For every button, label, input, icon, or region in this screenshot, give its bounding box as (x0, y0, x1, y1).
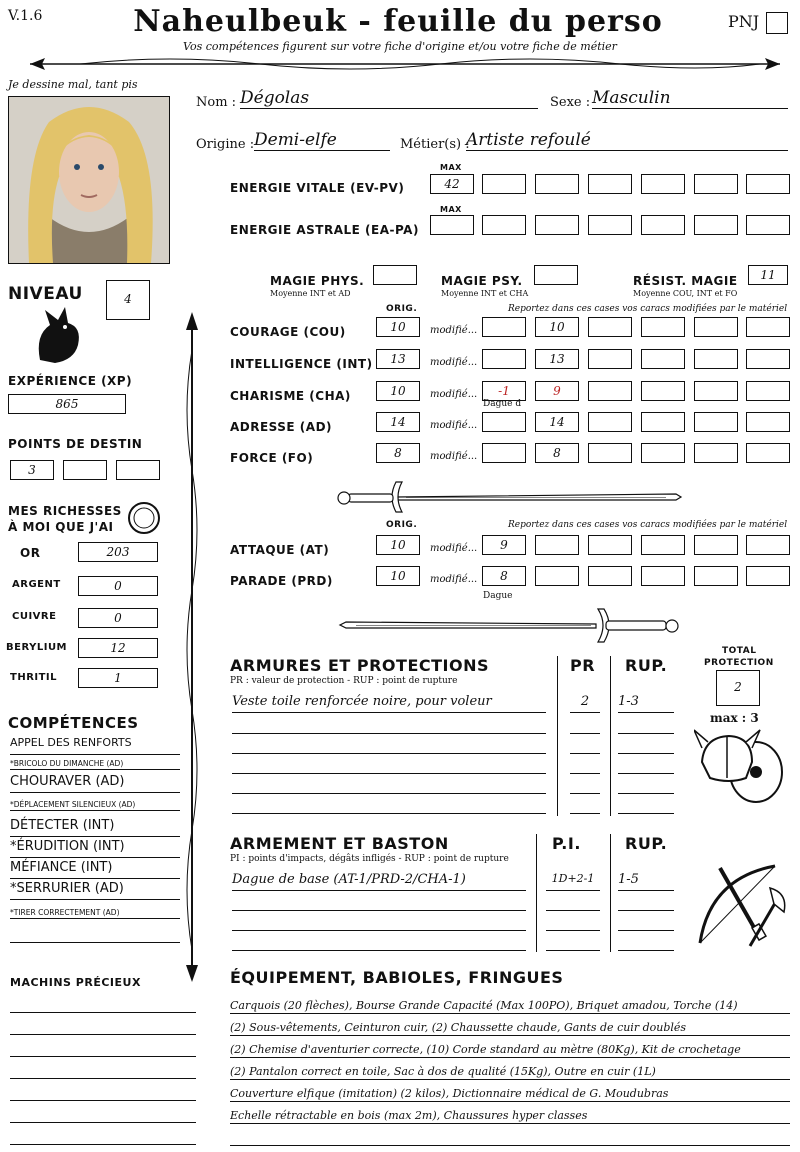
skill-item: *BRICOLO DU DIMANCHE (AD) (10, 756, 180, 770)
armor-item-name[interactable]: Veste toile renforcée noire, pour voleur (232, 694, 546, 713)
ev-box[interactable] (535, 174, 579, 194)
ea-box[interactable] (641, 215, 685, 235)
stat-label-fo: FORCE (FO) (230, 451, 314, 465)
combat-orig-label: ORIG. (386, 520, 418, 530)
resist-magic-box[interactable] (748, 265, 788, 285)
armor-item-pr[interactable]: 2 (570, 694, 600, 713)
total-protection-box[interactable] (716, 670, 760, 706)
stat-mod2-value: 13 (549, 352, 565, 366)
attack-orig-value: 10 (390, 538, 406, 552)
equipment-line[interactable]: (2) Sous-vêtements, Ceinturon cuir, (2) Chaussette chaude, Gants de cuir doublés (230, 1016, 790, 1036)
dragon-icon (30, 305, 85, 365)
page-subtitle: Vos compétences figurent sur votre fiche d'origine et/ou votre fiche de métier (183, 40, 617, 53)
stat-mod2-cou[interactable] (535, 317, 579, 337)
stat-box[interactable] (694, 381, 738, 401)
stat-mod2-ad[interactable] (535, 412, 579, 432)
parry-box[interactable] (694, 566, 738, 586)
stat-box[interactable] (641, 317, 685, 337)
weapon-line (546, 930, 600, 931)
ea-box[interactable] (588, 215, 632, 235)
ev-box[interactable] (641, 174, 685, 194)
stat-mod2-value: 9 (553, 384, 561, 398)
wealth-label-1: MES RICHESSES (8, 504, 122, 518)
stat-box[interactable] (746, 443, 790, 463)
stat-label-cou: COURAGE (COU) (230, 325, 346, 339)
parry-box[interactable] (535, 566, 579, 586)
stat-mod2-value: 10 (549, 320, 565, 334)
ev-max-label: MAX (440, 163, 462, 172)
attack-label: ATTAQUE (AT) (230, 543, 330, 557)
stat-orig-cha[interactable] (376, 381, 420, 401)
stat-modifie-label: modifié... (430, 420, 478, 431)
skill-item: CHOURAVER (AD) (10, 774, 180, 793)
weapon-item-pi[interactable]: 1D+2-1 (546, 872, 600, 891)
weapon-line (232, 910, 526, 911)
stat-box[interactable] (746, 349, 790, 369)
stat-orig-value: 10 (390, 384, 406, 398)
parry-box[interactable] (588, 566, 632, 586)
equipment-line[interactable]: Echelle rétractable en bois (max 2m), Chaussures hyper classes (230, 1104, 790, 1124)
stat-orig-value: 14 (390, 415, 406, 429)
equipment-line[interactable] (230, 1126, 790, 1146)
portrait-caption: Je dessine mal, tant pis (8, 78, 138, 91)
gold-value: 203 (106, 545, 130, 559)
skill-item: *SERRURIER (AD) (10, 881, 180, 900)
combat-dague-note: Dague (483, 591, 513, 601)
magic-phys-box[interactable] (373, 265, 417, 285)
stat-box[interactable] (746, 381, 790, 401)
armor-subtitle: PR : valeur de protection - RUP : point de rupture (230, 676, 458, 686)
level-value: 4 (124, 292, 132, 306)
attack-orig-box[interactable] (376, 535, 420, 555)
weapons-col-divider (610, 834, 611, 952)
stat-box[interactable] (588, 349, 632, 369)
stat-modifie-label: modifié... (430, 451, 478, 462)
ea-box[interactable] (746, 215, 790, 235)
stat-box[interactable] (641, 349, 685, 369)
ea-box[interactable] (482, 215, 526, 235)
stat-modifie-label: modifié... (430, 389, 478, 400)
xp-value: 865 (55, 397, 79, 411)
name-value[interactable]: Dégolas (240, 88, 538, 109)
equipment-line[interactable]: (2) Pantalon correct en toile, Sac à dos de qualité (15Kg), Outre en cuir (1L) (230, 1060, 790, 1080)
parry-box[interactable] (746, 566, 790, 586)
copper-box[interactable] (78, 608, 158, 628)
destiny-box-2[interactable] (63, 460, 107, 480)
parry-orig-value: 10 (390, 569, 406, 583)
berylium-box[interactable] (78, 638, 158, 658)
armor-col-rup: RUP. (625, 656, 668, 675)
weapons-col-divider (536, 834, 537, 952)
berylium-value: 12 (110, 641, 126, 655)
berylium-label: BERYLIUM (6, 642, 68, 653)
skill-item: MÉFIANCE (INT) (10, 860, 180, 879)
stat-box[interactable] (641, 412, 685, 432)
attack-box[interactable] (694, 535, 738, 555)
parry-mod-box[interactable] (482, 566, 526, 586)
total-protection-value: 2 (734, 680, 742, 694)
origin-value[interactable]: Demi-elfe (254, 130, 390, 151)
sex-value[interactable]: Masculin (592, 88, 788, 109)
stat-box[interactable] (694, 349, 738, 369)
weapons-col-rup: RUP. (625, 834, 668, 853)
stats-note: Reportez dans ces cases vos caracs modifiées par le matériel (508, 304, 788, 314)
character-portrait (8, 96, 170, 264)
stat-label-cha: CHARISME (CHA) (230, 389, 351, 403)
armor-line (618, 733, 674, 734)
weapons-cluster-icon (690, 858, 790, 950)
ev-box[interactable] (694, 174, 738, 194)
weapon-item-name[interactable]: Dague de base (AT-1/PRD-2/CHA-1) (232, 872, 526, 891)
thritil-box[interactable] (78, 668, 158, 688)
armor-line (232, 753, 546, 754)
skill-item: APPEL DES RENFORTS (10, 736, 180, 755)
resist-magic-value: 11 (760, 268, 776, 282)
sword-ornament (336, 606, 686, 646)
stat-label-ad: ADRESSE (AD) (230, 420, 333, 434)
precious-line (10, 1144, 196, 1145)
stat-mod2-value: 8 (553, 446, 561, 460)
ea-max-label: MAX (440, 205, 462, 214)
armor-line (618, 773, 674, 774)
weapon-line (618, 950, 674, 951)
skills-title: COMPÉTENCES (8, 714, 139, 732)
stat-box[interactable] (588, 381, 632, 401)
resist-magic-label: RÉSIST. MAGIE (633, 274, 738, 288)
equipment-line[interactable]: Carquois (20 flèches), Bourse Grande Capacité (Max 100PO), Briquet amadou, Torche (14) (230, 994, 790, 1014)
ea-label: ENERGIE ASTRALE (EA-PA) (230, 223, 419, 237)
weapons-title: ARMEMENT ET BASTON (230, 834, 449, 853)
origin-label: Origine : (196, 137, 255, 152)
armor-line (232, 793, 546, 794)
magic-psy-label: MAGIE PSY. (441, 274, 523, 288)
parry-box[interactable] (641, 566, 685, 586)
stat-orig-value: 13 (390, 352, 406, 366)
silver-box[interactable] (78, 576, 158, 596)
stat-orig-value: 10 (390, 320, 406, 334)
ev-box[interactable] (588, 174, 632, 194)
armor-col-divider (610, 656, 611, 816)
armor-line (618, 753, 674, 754)
copper-label: CUIVRE (12, 611, 57, 622)
stat-mod1-fo[interactable] (482, 443, 526, 463)
attack-mod-box[interactable] (482, 535, 526, 555)
stat-box[interactable] (641, 381, 685, 401)
total-protection-max: max : 3 (710, 711, 759, 725)
thritil-label: THRITIL (10, 672, 58, 683)
stat-mod1-int[interactable] (482, 349, 526, 369)
precious-line (10, 1034, 196, 1035)
xp-box[interactable] (8, 394, 126, 414)
attack-box[interactable] (535, 535, 579, 555)
stat-orig-value: 8 (394, 446, 402, 460)
combat-modifie-label: modifié... (430, 543, 478, 554)
stat-mod2-value: 14 (549, 415, 565, 429)
destiny-box-3[interactable] (116, 460, 160, 480)
attack-box[interactable] (588, 535, 632, 555)
armor-item-rup[interactable]: 1-3 (618, 694, 674, 713)
stat-box[interactable] (588, 317, 632, 337)
stat-box[interactable] (588, 443, 632, 463)
stat-mod2-int[interactable] (535, 349, 579, 369)
parry-label: PARADE (PRD) (230, 574, 333, 588)
header-arrow-ornament (20, 54, 790, 74)
stat-orig-fo[interactable] (376, 443, 420, 463)
stat-orig-ad[interactable] (376, 412, 420, 432)
combat-modifie-label: modifié... (430, 574, 478, 585)
magic-phys-label: MAGIE PHYS. (270, 274, 365, 288)
silver-label: ARGENT (12, 579, 61, 590)
level-box[interactable] (106, 280, 150, 320)
precious-line (10, 1012, 196, 1013)
pnj-label: PNJ (728, 12, 760, 31)
stat-box[interactable] (746, 412, 790, 432)
weapon-line (618, 930, 674, 931)
weapon-line (232, 950, 526, 951)
ev-max-value: 42 (444, 177, 460, 191)
helmet-shield-icon (694, 722, 790, 806)
weapons-subtitle: PI : points d'impacts, dégâts infligés - RUP : point de rupture (230, 854, 509, 864)
precious-line (10, 1078, 196, 1079)
stat-box[interactable] (588, 412, 632, 432)
stat-box[interactable] (641, 443, 685, 463)
precious-line (10, 1056, 196, 1057)
destiny-label: POINTS DE DESTIN (8, 437, 143, 451)
stat-modifie-label: modifié... (430, 325, 478, 336)
stat-orig-int[interactable] (376, 349, 420, 369)
armor-line (570, 793, 600, 794)
ev-max-box[interactable] (430, 174, 474, 194)
ev-box[interactable] (482, 174, 526, 194)
copper-value: 0 (114, 611, 122, 625)
weapon-line (618, 910, 674, 911)
stat-box[interactable] (694, 412, 738, 432)
attack-box[interactable] (746, 535, 790, 555)
parry-mod-value: 8 (500, 569, 508, 583)
armor-line (618, 793, 674, 794)
stat-modifie-label: modifié... (430, 357, 478, 368)
armor-line (232, 773, 546, 774)
stat-mod2-cha[interactable] (535, 381, 579, 401)
destiny-value: 3 (28, 463, 36, 477)
pnj-checkbox[interactable] (766, 12, 788, 34)
total-protection-label-2: PROTECTION (704, 658, 774, 668)
attack-mod-value: 9 (500, 538, 508, 552)
stat-box[interactable] (746, 317, 790, 337)
precious-line (10, 1122, 196, 1123)
name-label: Nom : (196, 95, 237, 110)
weapons-col-pi: P.I. (552, 834, 581, 853)
skill-item: *ÉRUDITION (INT) (10, 839, 180, 858)
stat-orig-cou[interactable] (376, 317, 420, 337)
armor-line (570, 753, 600, 754)
armor-col-pr: PR (570, 656, 596, 675)
magic-psy-sub: Moyenne INT et CHA (441, 289, 529, 298)
skill-item: *DÉPLACEMENT SILENCIEUX (AD) (10, 797, 180, 811)
magic-psy-box[interactable] (534, 265, 578, 285)
ea-box[interactable] (694, 215, 738, 235)
ea-box[interactable] (535, 215, 579, 235)
stat-dague-note: Dague d (483, 399, 522, 409)
weapon-item-rup[interactable]: 1-5 (618, 872, 674, 891)
attack-box[interactable] (641, 535, 685, 555)
parry-orig-box[interactable] (376, 566, 420, 586)
resist-magic-sub: Moyenne COU, INT et FO (633, 289, 738, 298)
ev-box[interactable] (746, 174, 790, 194)
xp-label: EXPÉRIENCE (XP) (8, 374, 133, 388)
stat-mod1-ad[interactable] (482, 412, 526, 432)
job-label: Métier(s) : (400, 137, 470, 152)
precious-title: MACHINS PRÉCIEUX (10, 976, 141, 989)
stat-mod1-cou[interactable] (482, 317, 526, 337)
version-label: V.1.6 (8, 8, 43, 24)
skill-item: *TIRER CORRECTEMENT (AD) (10, 905, 180, 919)
armor-line (232, 813, 546, 814)
coin-icon (126, 500, 162, 536)
stat-mod2-fo[interactable] (535, 443, 579, 463)
armor-col-divider (557, 656, 558, 816)
skill-item: DÉTECTER (INT) (10, 818, 180, 837)
ev-label: ENERGIE VITALE (EV-PV) (230, 181, 405, 195)
ea-max-box[interactable] (430, 215, 474, 235)
total-protection-label-1: TOTAL (722, 646, 757, 656)
stat-mod1-cha[interactable] (482, 381, 526, 401)
magic-phys-sub: Moyenne INT et AD (270, 289, 351, 298)
stat-label-int: INTELLIGENCE (INT) (230, 357, 373, 371)
equipment-line[interactable]: Couverture elfique (imitation) (2 kilos), Dictionnaire médical de G. Moudubras (230, 1082, 790, 1102)
silver-value: 0 (114, 579, 122, 593)
level-label: NIVEAU (8, 284, 83, 304)
armor-line (618, 813, 674, 814)
stat-box[interactable] (694, 443, 738, 463)
gold-label: OR (20, 546, 41, 560)
job-value[interactable]: Artiste refoulé (466, 130, 788, 151)
weapon-line (546, 910, 600, 911)
skill-blank-line (10, 942, 180, 943)
sex-label: Sexe : (550, 95, 591, 110)
weapon-line (232, 930, 526, 931)
armor-line (570, 813, 600, 814)
page-title: Naheulbeuk - feuille du perso (133, 4, 663, 39)
armor-line (232, 733, 546, 734)
stats-orig-label: ORIG. (386, 304, 418, 314)
sword-ornament (336, 478, 686, 516)
gold-box[interactable] (78, 542, 158, 562)
armor-line (570, 733, 600, 734)
thritil-value: 1 (114, 671, 122, 685)
combat-note: Reportez dans ces cases vos caracs modifiées par le matériel (508, 520, 788, 530)
precious-line (10, 1100, 196, 1101)
stat-mod1-value: -1 (498, 384, 510, 398)
weapon-line (546, 950, 600, 951)
armor-title: ARMURES ET PROTECTIONS (230, 656, 489, 675)
destiny-box-1[interactable] (10, 460, 54, 480)
equipment-title: ÉQUIPEMENT, BABIOLES, FRINGUES (230, 968, 564, 987)
equipment-line[interactable]: (2) Chemise d'aventurier correcte, (10) Corde standard au mètre (80Kg), Kit de crochetage (230, 1038, 790, 1058)
spear-ornament (180, 310, 204, 985)
armor-line (570, 773, 600, 774)
wealth-label-2: À MOI QUE J'AI (8, 520, 114, 534)
stat-box[interactable] (694, 317, 738, 337)
